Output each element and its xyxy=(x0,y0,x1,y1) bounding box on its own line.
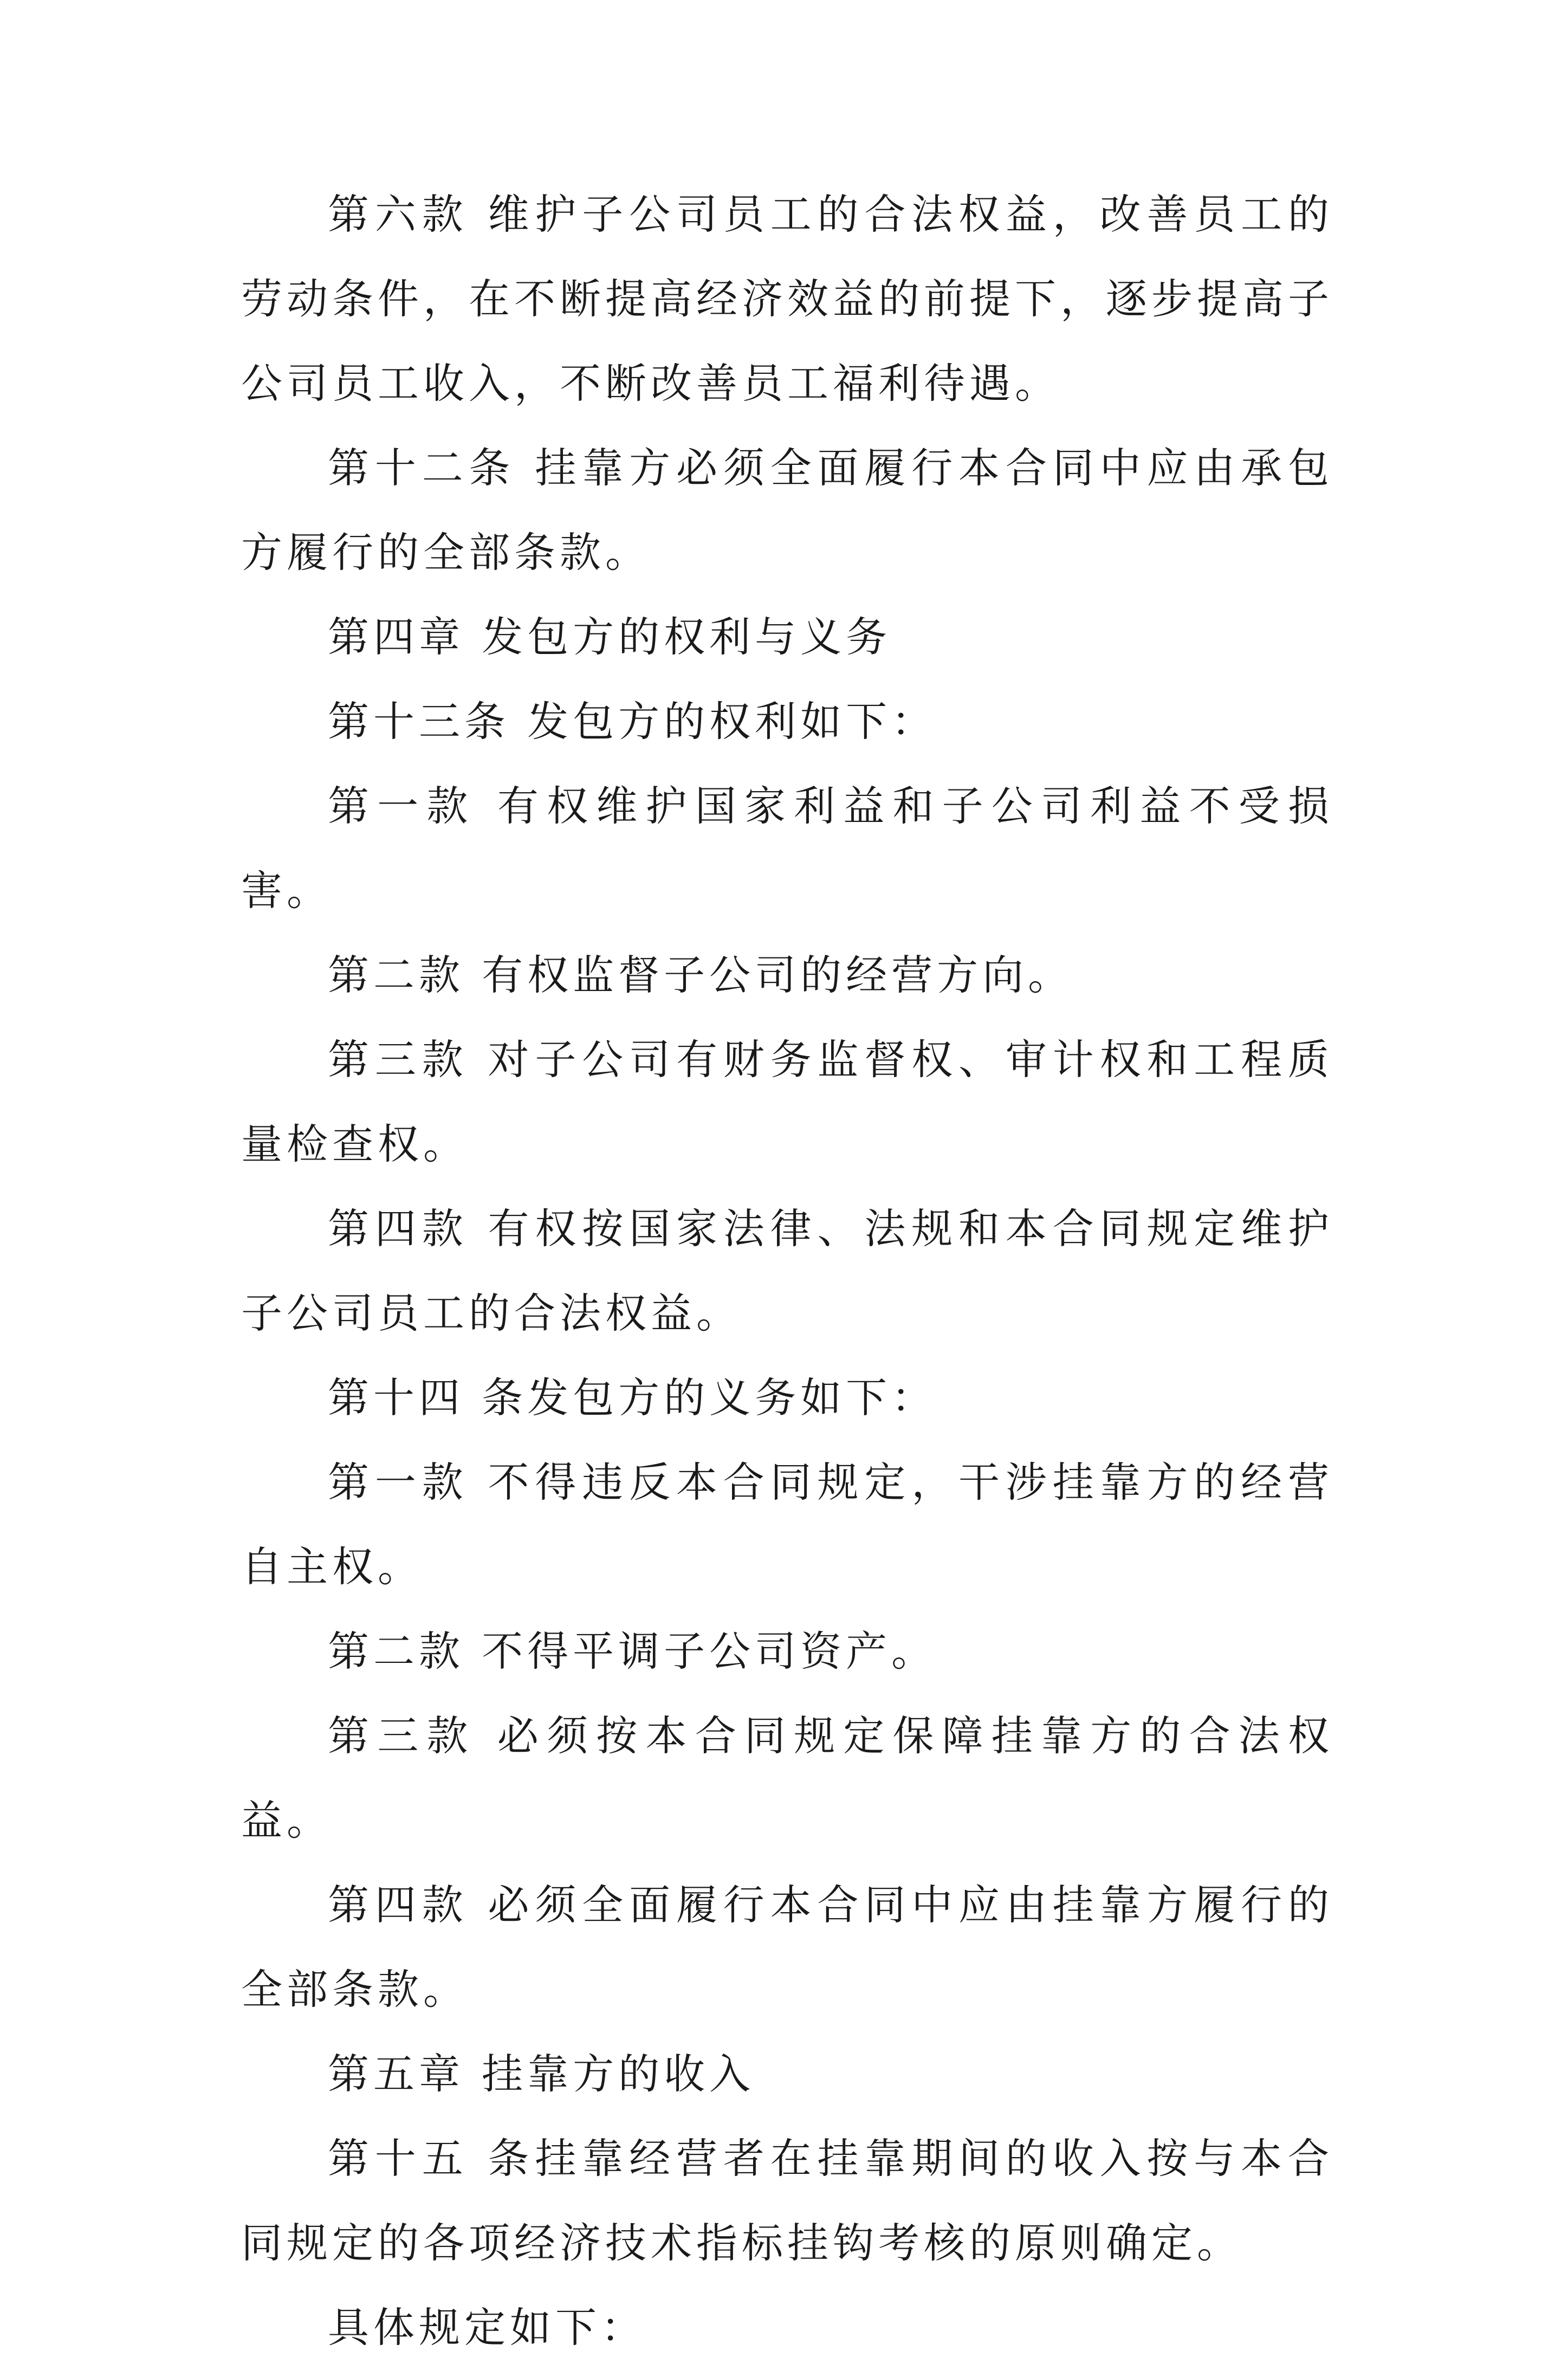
paragraph-clause-2-rights: 第二款 有权监督子公司的经营方向。 xyxy=(328,951,1074,999)
paragraph-clause-3-rights: 第三款 对子公司有财务监督权、审计权和工程质量检查权。 xyxy=(241,1035,1333,1168)
document-body xyxy=(241,172,1333,2370)
paragraph-specific-provisions: 具体规定如下： xyxy=(328,2303,646,2352)
paragraph-clause-6: 第六款 维护子公司员工的合法权益，改善员工的劳动条件，在不断提高经济效益的前提下，逐步提高子公司员工收入，不断改善员工福利待遇。 xyxy=(241,190,1333,407)
chapter-4-heading: 第四章 发包方的权利与义务 xyxy=(328,613,892,661)
paragraph-article-12: 第十二条 挂靠方必须全面履行本合同中应由承包方履行的全部条款。 xyxy=(241,444,1333,577)
paragraph-article-15: 第十五 条挂靠经营者在挂靠期间的收入按与本合同规定的各项经济技术指标挂钩考核的原则确定。 xyxy=(241,2134,1333,2267)
paragraph-clause-1-obligations: 第一款 不得违反本合同规定，干涉挂靠方的经营自主权。 xyxy=(241,1458,1333,1591)
paragraph-clause-4-rights: 第四款 有权按国家法律、法规和本合同规定维护子公司员工的合法权益。 xyxy=(241,1205,1333,1337)
paragraph-clause-4-obligations: 第四款 必须全面履行本合同中应由挂靠方履行的全部条款。 xyxy=(241,1881,1333,2013)
paragraph-clause-3-obligations: 第三款 必须按本合同规定保障挂靠方的合法权益。 xyxy=(241,1712,1333,1844)
paragraph-article-14: 第十四 条发包方的义务如下： xyxy=(328,1374,937,1422)
chapter-5-heading: 第五章 挂靠方的收入 xyxy=(328,2050,755,2098)
paragraph-clause-1-rights: 第一款 有权维护国家利益和子公司利益不受损害。 xyxy=(241,782,1333,915)
paragraph-clause-2-obligations: 第二款 不得平调子公司资产。 xyxy=(328,1627,937,1675)
paragraph-article-13: 第十三条 发包方的权利如下： xyxy=(328,697,937,746)
